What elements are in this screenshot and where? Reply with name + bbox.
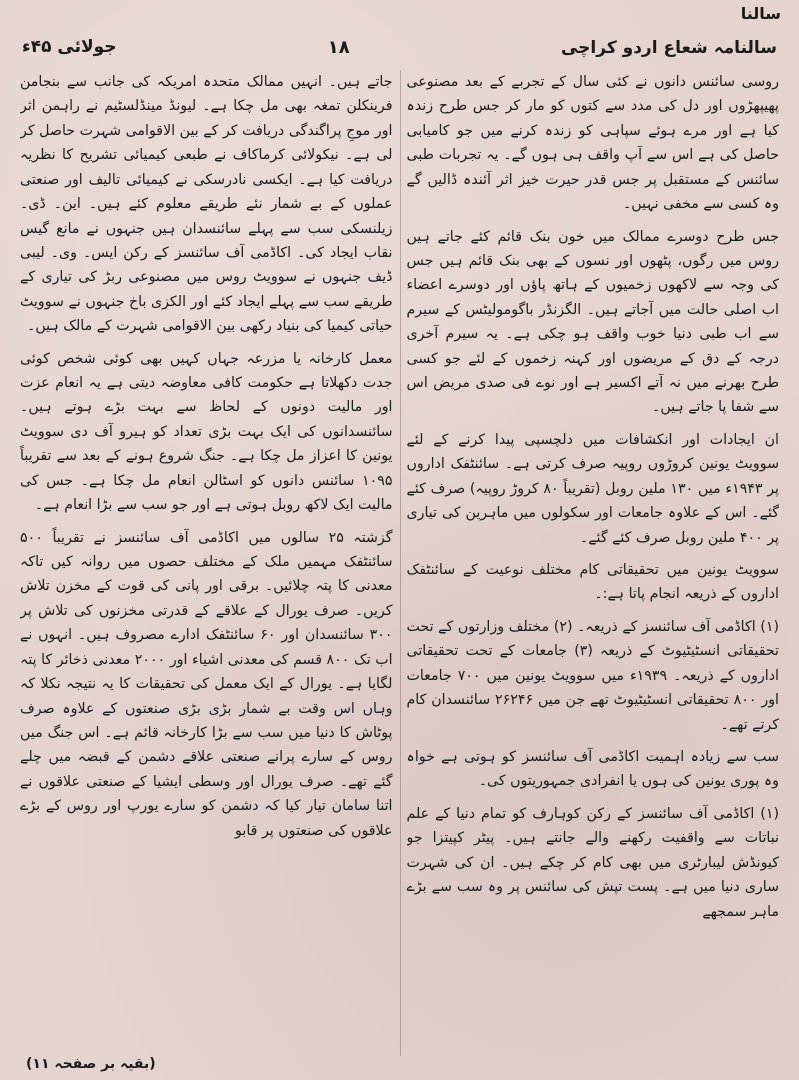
article-columns (20, 70, 779, 1056)
right-paragraph-7: (۱) اکاڈمی آف سائنسز کے رکن کوہارف کو تمام دنیا کے علم نباتات سے واقفیت رکھنے والے جانتے ہیں۔ پیٹر کپیتزا جو کیونڈش لیبارٹری میں بھی کام کر چکے ہیں۔ ان کی شہرت ساری دنیا میں ہے۔ پست تپش کی سائنس پر وہ سب سے بڑے ماہر سمجھے (406, 805, 779, 920)
right-paragraph-1: روسی سائنس دانوں نے کئی سال کے تجربے کے بعد مصنوعی پھیپھڑوں اور دل کی مدد سے کتوں کو مار کر جس طرح زندہ کیا ہے اور مرے ہوئے سپاہی کو زندہ کرنے میں جو کامیابی حاصل کی ہے اس سے آپ واقف ہی ہوں گے۔ یہ تجربات طبی سائنس کے مستقبل پر جس قدر حیرت خیز اثر آئندہ ڈالیں گے وہ کسی سے مخفی نہیں۔ (406, 74, 779, 213)
left-column (20, 70, 393, 1056)
right-paragraph-3: ان ایجادات اور انکشافات میں دلچسپی پیدا کرنے کے لئے سوویٹ یونین کروڑوں روپیہ صرف کرتی ہے۔ سائنٹفک اداروں پر ۱۹۴۳ء میں ۱۳۰ ملین روبل (تقریباً ۸۰ کروڑ روپیہ) صرف کئے گئے۔ اس کے علاوہ جامعات اور سکولوں میں ماہرین کی تیاری پر ۴۰۰ ملین روبل صرف کئے گئے۔ (406, 431, 779, 546)
header-page-number: ۱۸ (327, 36, 350, 58)
left-paragraph-1: جاتے ہیں۔ انہیں ممالک متحدہ امریکہ کی جانب سے بنجامن فرینکلن تمغہ بھی مل چکا ہے۔ لیونڈ مینڈلسٹیم نے راہمن اثر اور موجِ پراگندگی دریافت کر کے بین الاقوامی شہرت حاصل کر لی ہے۔ نیکولائی کرماکاف نے طبعی کیمیائی تشریح کا نظریہ دریافت کیا ہے۔ ایکسی نادرسکی نے کیمیائی تالیف اور صنعتی عملوں کے بے شمار نئے طریقے معلوم کئے ہیں۔ این۔ ڈی۔ زیلنسکی سب سے پہلے سائنسدان ہیں جنہوں نے مانع گیس نقاب ایجاد کی۔ اکاڈمی آف سائنسز کے رکن ایس۔ وی۔ لیبی ڈیف جنہوں نے سوویٹ روس میں مصنوعی ربڑ کی تیاری کے طریقے سب سے پہلے ایجاد کئے اور الکزی باخ جنہوں نے سوویٹ حیاتی کیمیا کی بنیاد رکھی بین الاقوامی شہرت کے مالک ہیں۔ (20, 74, 393, 335)
corner-label: سالنا (740, 4, 781, 23)
right-paragraph-4: سوویٹ یونین میں تحقیقاتی کام مختلف نوعیت کے سائنٹفک اداروں کے ذریعہ انجام پاتا ہے:۔ (406, 562, 779, 603)
right-paragraph-5: (۱) اکاڈمی آف سائنسز کے ذریعہ۔ (۲) مختلف وزارتوں کے تحت تحقیقاتی انسٹیٹیوٹ کے ذریعہ (۳) جامعات کے تحت تحقیقاتی اداروں کے ذریعہ۔ ۱۹۳۹ء میں سوویٹ یونین میں ۷۰۰ جامعات اور ۸۰۰ تحقیقاتی انسٹیٹیوٹ تھے جن میں ۲۶۲۴۶ سائنسدان کام کرتے تھے۔ (406, 618, 779, 733)
header-title: سالنامہ شعاع اردو کراچی (560, 37, 777, 58)
right-paragraph-2: جس طرح دوسرے ممالک میں خون بنک قائم کئے جاتے ہیں روس میں رگوں، پٹھوں اور نسوں کے بھی بنک قائم ہیں جس کی وجہ سے لاکھوں زخمیوں کے ہاتھ پاؤں اور دوسرے اعضاء اب اصلی حالت میں آجاتے ہیں۔ الگزنڈر باگومولیٹس کے سیرم سے اب طبی دنیا خوب واقف ہو چکی ہے۔ یہ سیرم آخری درجہ کے دق کے مریضوں اور کہنہ زخموں کے لئے جو کسی طرح بھرنے میں نہ آتے اکسیر ہے اور نوے فی صدی مریض اس سے شفا پا جاتے ہیں۔ (406, 228, 779, 416)
continued-note: (بقیہ بر صفحہ ۱۱) (26, 1056, 156, 1072)
left-paragraph-3: گزشتہ ۲۵ سالوں میں اکاڈمی آف سائنسز نے تقریباً ۵۰۰ سائنٹفک مہمیں ملک کے مختلف حصوں میں روانہ کیں تاکہ معدنی کا پتہ چلائیں۔ برقی اور پانی کی قوت کے مخزن تلاش کریں۔ صرف یورال کے علاقے کے قدرتی مخزنوں کی تلاش پر ۳۰۰ سائنسدان اور ۶۰ سائنٹفک ادارے مصروف ہیں۔ انہوں نے اب تک ۸۰۰ قسم کی معدنی اشیاء اور ۲۰۰۰ معدنی ذخائر کا پتہ لگایا ہے۔ یورال کے ایک معمل کی تحقیقات کا یہ نتیجہ نکلا کہ وہاں اس وقت بے شمار بڑی بڑی صنعتوں کے علاوہ صرف پوٹاش کا دنیا میں سب سے بڑا کارخانہ قائم ہے۔ اس جنگ میں روس کے سارے پرانے صنعتی علاقے دشمن کے قبضہ میں چلے گئے تھے۔ صرف یورال اور وسطی ایشیا کے صنعتی علاقوں نے اتنا سامان تیار کیا کہ دشمن کو سارے یورپ اور روس کے بڑے علاقوں کی صنعتوں پر قابو (20, 529, 393, 839)
left-paragraph-2: معمل کارخانہ یا مزرعہ جہاں کہیں بھی کوئی شخص کوئی جدت دکھلاتا ہے حکومت کافی معاوضہ دیتی ہے یہ انعام عزت اور مالیت دونوں کے لحاظ سے بہت بڑے ہوتے ہیں۔ سائنسدانوں کی ایک بہت بڑی تعداد کو ہیرو آف دی سوویٹ یونین کا اعزاز مل چکا ہے۔ جنگ شروع ہونے کے بعد سے تقریباً ۱۰۹۵ سائنس دانوں کو اسٹالن انعام مل چکا ہے۔ جس کی مالیت ایک لاکھ روبل ہوتی ہے اور جو سب سے بڑا انعام ہے۔ (20, 350, 393, 514)
right-paragraph-6: سب سے زیادہ اہمیت اکاڈمی آف سائنسز کو ہوتی ہے خواہ وہ پوری یونین کی ہوں یا انفرادی جمہوریتوں کی۔ (406, 748, 779, 790)
right-column (407, 70, 780, 1056)
page-header (22, 30, 777, 64)
header-issue-date: جولائی ۴۵ء (22, 37, 117, 57)
